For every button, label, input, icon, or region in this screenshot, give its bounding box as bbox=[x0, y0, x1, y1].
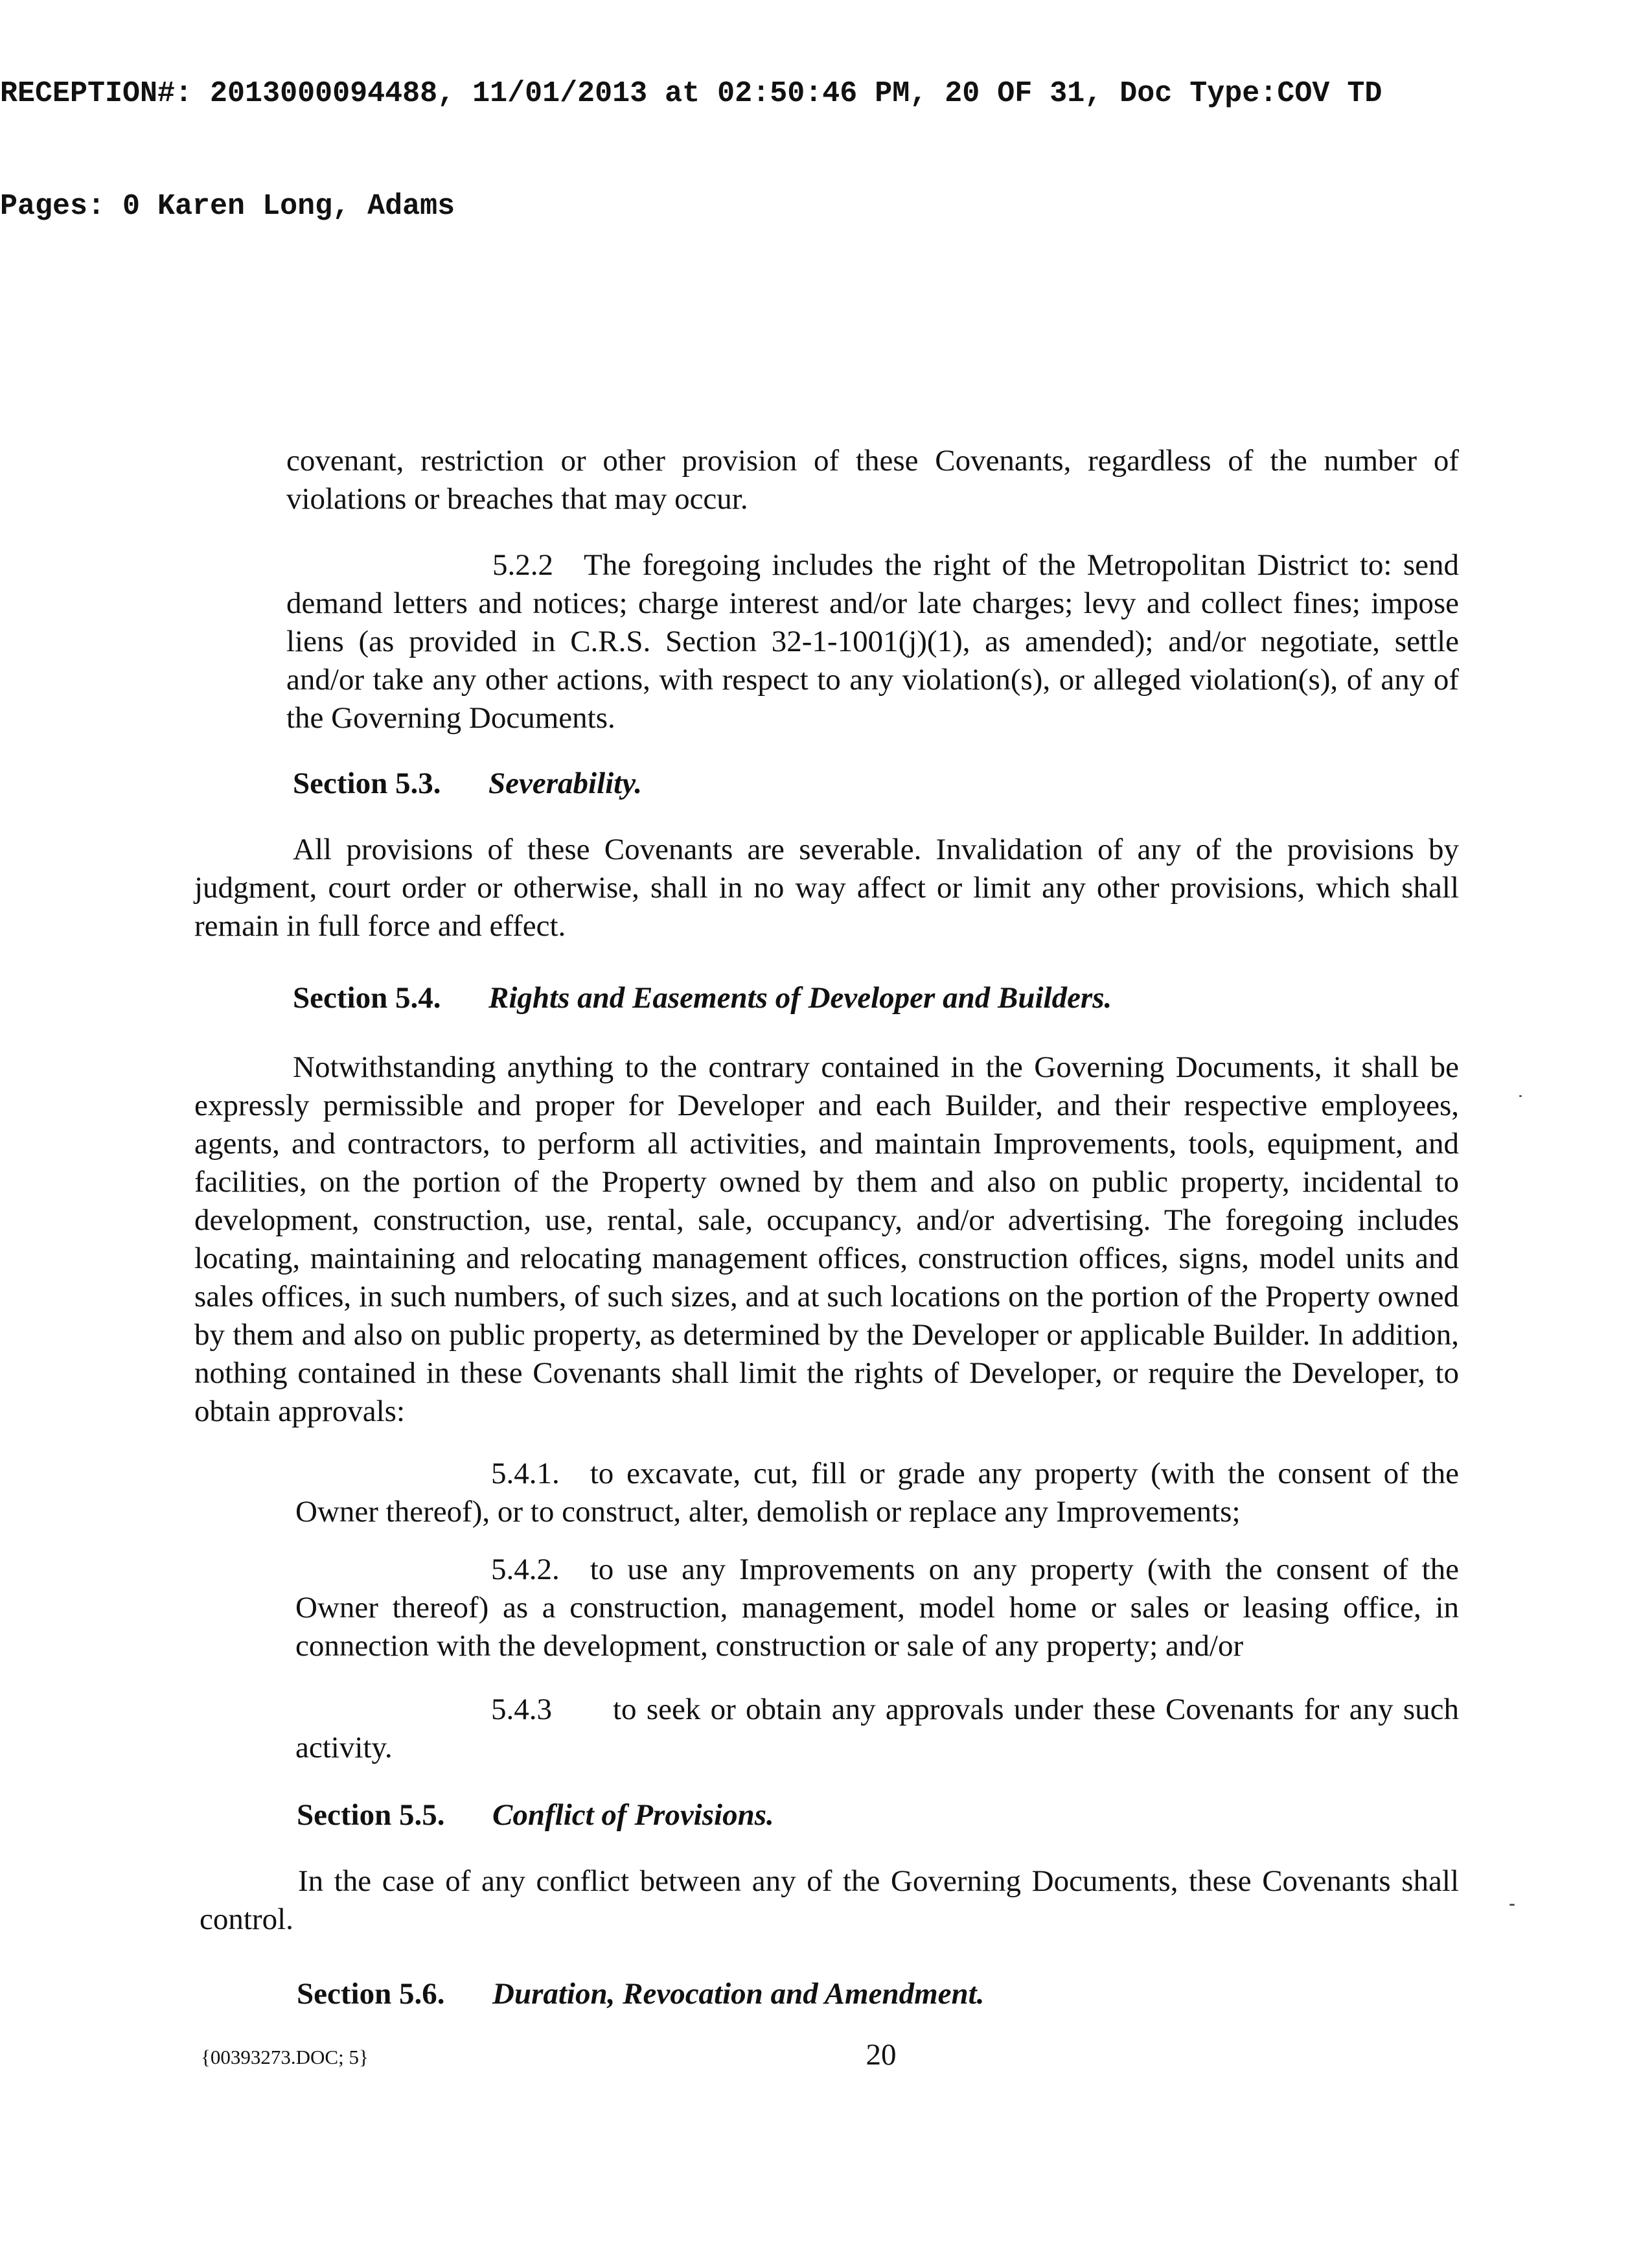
section-title: Rights and Easements of Developer and Builders. bbox=[488, 981, 1112, 1015]
paragraph-5-4-3: 5.4.3 to seek or obtain any approvals under these Covenants for any such activity. bbox=[295, 1693, 1459, 1764]
section-5-5-text: In the case of any conflict between any of the Governing Documents, these Covenants shall control. bbox=[200, 1864, 1459, 1936]
section-number: Section 5.5. bbox=[297, 1798, 445, 1832]
scan-speck bbox=[1509, 1904, 1515, 1906]
section-title: Duration, Revocation and Amendment. bbox=[492, 1977, 985, 2011]
section-number: Section 5.6. bbox=[297, 1977, 445, 2011]
section-number: Section 5.3. bbox=[293, 767, 441, 800]
page-number: 20 bbox=[866, 2038, 897, 2072]
reception-line: RECEPTION#: 2013000094488, 11/01/2013 at 02:50:46 PM, 20 OF 31, Doc Type:COV TD bbox=[0, 77, 1382, 110]
document-reference: {00393273.DOC; 5} bbox=[201, 2046, 369, 2068]
continuation-paragraph: covenant, restriction or other provision of these Covenants, regardless of the number of violations or breaches that may occur. bbox=[286, 444, 1459, 516]
scan-speck bbox=[1519, 1095, 1522, 1097]
section-number: Section 5.4. bbox=[293, 981, 441, 1015]
pages-line: Pages: 0 Karen Long, Adams bbox=[0, 190, 455, 223]
section-5-5-heading bbox=[297, 1796, 774, 1834]
section-5-6-heading bbox=[297, 1975, 984, 2013]
paragraph-5-4-1: 5.4.1. to excavate, cut, fill or grade any property (with the consent of the Owner thereof), or to construct, alter, demolish or replace any Improvements; bbox=[295, 1457, 1459, 1529]
recording-header bbox=[0, 0, 1382, 263]
section-5-3-heading bbox=[293, 765, 642, 803]
paragraph-5-2-2: 5.2.2 The foregoing includes the right of the Metropolitan District to: send demand letters and notices; charge interest and/or late charges; levy and collect fines; impose liens (as provided in C.R.S. Section 32-1-1001(j)(1), as amended); and/or negotiate, settle and/or take any other actions, with respect to any violation(s), or alleged violation(s), of any of the Governing Documents. bbox=[286, 548, 1459, 735]
section-title: Severability. bbox=[488, 767, 643, 800]
section-title: Conflict of Provisions. bbox=[492, 1798, 774, 1832]
section-5-3-text: All provisions of these Covenants are severable. Invalidation of any of the provisions by judgment, court order or otherwise, shall in no way affect or limit any other provisions, which shall remain in full force and effect. bbox=[194, 833, 1459, 943]
section-5-4-heading bbox=[293, 979, 1112, 1017]
paragraph-5-4-2: 5.4.2. to use any Improvements on any property (with the consent of the Owner thereof) as a construction, management, model home or sales or leasing office, in connection with the development, construction or sale of any property; and/or bbox=[295, 1553, 1459, 1663]
section-5-4-text: Notwithstanding anything to the contrary contained in the Governing Documents, it shall be expressly permissible and proper for Developer and each Builder, and their respective employees, agents, and contractors, to perform all activities, and maintain Improvements, tools, equipment, and facilities, on the portion of the Property owned by them and also on public property, incidental to development, construction, use, rental, sale, occupancy, and/or advertising. The foregoing includes locating, maintaining and relocating management offices, construction offices, signs, model units and sales offices, in such numbers, of such sizes, and at such locations on the portion of the Property owned by them and also on public property, as determined by the Developer or applicable Builder. In addition, nothing contained in these Covenants shall limit the rights of Developer, or require the Developer, to obtain approvals: bbox=[194, 1050, 1459, 1428]
